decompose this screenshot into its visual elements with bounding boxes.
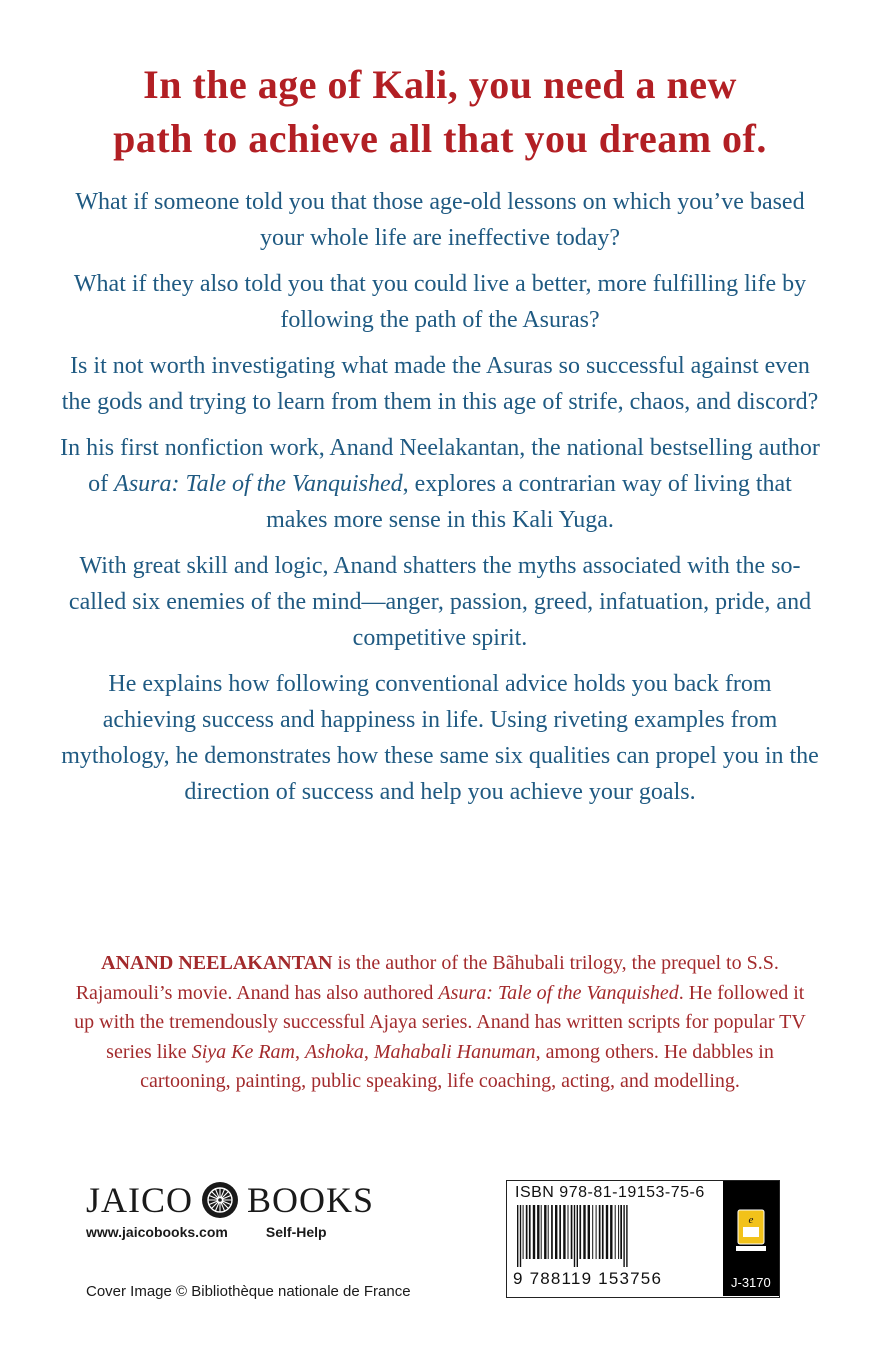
author-bio: [70, 949, 810, 1097]
bio-text-1: is the author of the Bãhubali trilogy, the prequel to S.S. Rajamouli’s movie. Anand has also authored: [75, 952, 779, 1004]
bio-show-1: Siya Ke Ram: [191, 1040, 295, 1063]
blurb-paragraph-4: [60, 430, 820, 538]
blurb-paragraph-2: What if they also told you that you could live a better, more fulfilling life by following the path of the Asuras?: [73, 271, 807, 333]
blurb-paragraph-5: With great skill and logic, Anand shatters the myths associated with the so-called six enemies of the mind—anger, passion, greed, infatuation, pride, and competitive spirit.: [68, 553, 812, 651]
blurb-p4-text-start: In his first nonfiction work, Anand Neelakantan, the national bestselling author of: [60, 435, 820, 497]
headline-line-1: In the age of Kali, you need a new: [143, 62, 737, 107]
isbn-label: ISBN 978-81-19153-75-6: [515, 1184, 705, 1201]
ebook-available-icon: [735, 1207, 767, 1253]
bio-text-2: . He followed it up with the tremendously successful Ajaya series. Anand has written scripts for popular TV series like: [74, 981, 806, 1063]
barcode: [515, 1205, 717, 1269]
cover-image-credit: Cover Image © Bibliothèque nationale de France: [86, 1283, 411, 1300]
bio-book-title: Asura: Tale of the Vanquished: [438, 981, 679, 1004]
headline: [40, 58, 840, 166]
bio-show-2: Ashoka: [305, 1040, 364, 1063]
publisher-block: [86, 1176, 466, 1240]
brand-word-right: BOOKS: [247, 1180, 375, 1220]
blurb-paragraph-1: What if someone told you that those age-old lessons on which you’ve based your whole life are ineffective today?: [75, 189, 805, 251]
blurb: [60, 184, 820, 820]
brand-word-left: JAICO: [86, 1180, 194, 1220]
barcode-digits: 9 788119 153756: [513, 1269, 663, 1288]
chakra-logo-icon: [201, 1181, 239, 1219]
bio-text-3: ,: [295, 1040, 305, 1063]
blurb-book-title: Asura: Tale of the Vanquished: [114, 471, 403, 497]
blurb-p4-text-end: , explores a contrarian way of living that makes more sense in this Kali Yuga.: [266, 471, 792, 533]
svg-text:e: e: [748, 1214, 754, 1226]
blurb-paragraph-6: He explains how following conventional advice holds you back from achieving success and happiness in life. Using riveting examples from mythology, he demonstrates how these same six qualities can propel you in the direction of success and help you achieve your goals.: [61, 671, 819, 805]
author-name: ANAND NEELAKANTAN: [101, 952, 333, 974]
publisher-website: www.jaicobooks.com: [86, 1224, 228, 1240]
bio-text-4: ,: [363, 1040, 374, 1063]
bio-text-5: , among others. He dabbles in cartooning, painting, public speaking, life coaching, acting, and modelling.: [140, 1040, 774, 1092]
blurb-paragraph-3: Is it not worth investigating what made the Asuras so successful against even the gods and trying to learn from them in this age of strife, chaos, and discord?: [61, 353, 819, 415]
publisher-info-row: [86, 1224, 327, 1240]
book-code: J-3170: [731, 1275, 771, 1290]
publisher-logo: [86, 1176, 466, 1224]
headline-line-2: path to achieve all that you dream of.: [113, 116, 767, 161]
isbn-barcode-block: [506, 1180, 780, 1298]
bio-show-3: Mahabali Hanuman: [373, 1040, 536, 1063]
barcode-side-panel: [723, 1181, 779, 1296]
genre-label: Self-Help: [265, 1224, 327, 1240]
